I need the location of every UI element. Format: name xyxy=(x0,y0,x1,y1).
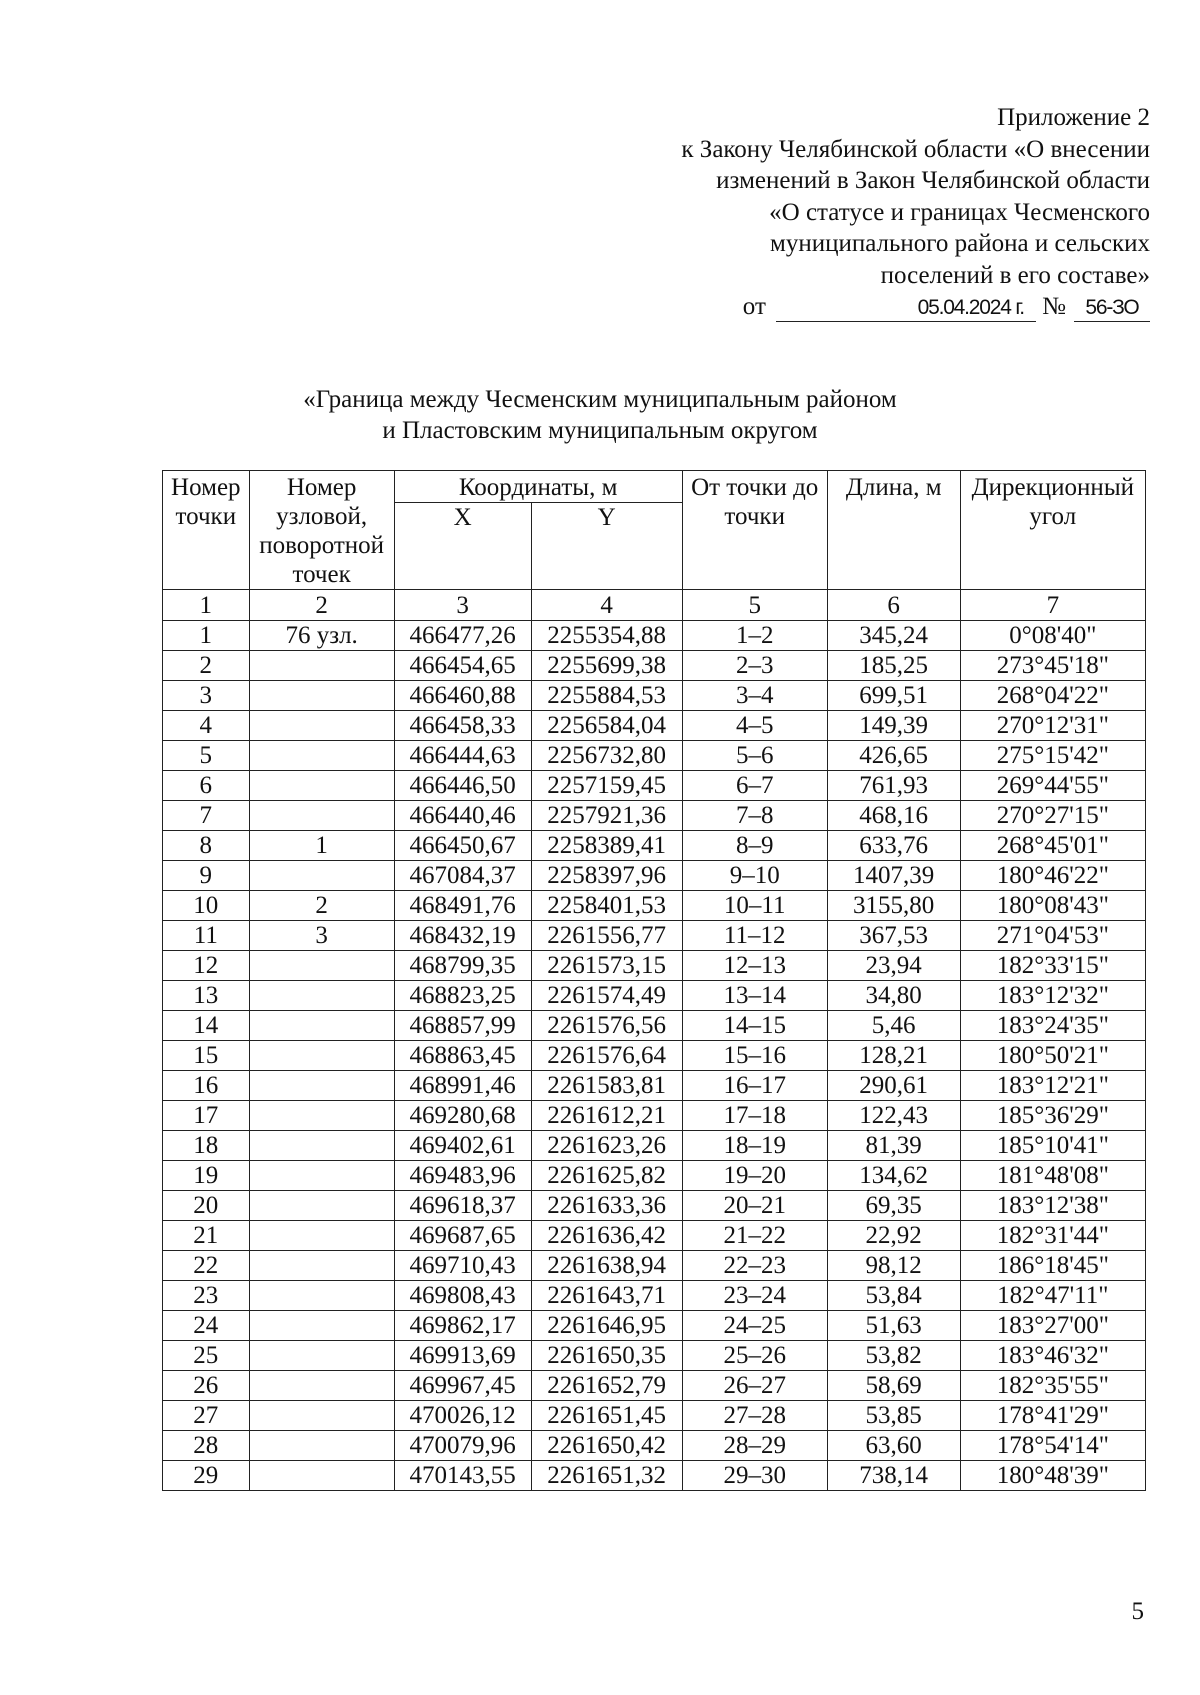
table-row xyxy=(163,1371,1146,1401)
cell-node-number xyxy=(249,711,394,741)
cell-length: 69,35 xyxy=(827,1191,960,1221)
cell-x: 469808,43 xyxy=(394,1281,531,1311)
cell-direction-angle: 183°24'35" xyxy=(960,1011,1145,1041)
cell-y: 2261583,81 xyxy=(531,1071,682,1101)
header-coordinates: Координаты, м xyxy=(394,471,682,503)
cell-point-number: 4 xyxy=(163,711,250,741)
cell-direction-angle: 0°08'40" xyxy=(960,621,1145,651)
cell-node-number xyxy=(249,1371,394,1401)
cell-y: 2258401,53 xyxy=(531,891,682,921)
cell-node-number xyxy=(249,861,394,891)
cell-y: 2255884,53 xyxy=(531,681,682,711)
table-body xyxy=(163,621,1146,1491)
column-number: 3 xyxy=(394,590,531,621)
cell-direction-angle: 268°04'22" xyxy=(960,681,1145,711)
table-row xyxy=(163,981,1146,1011)
cell-length: 51,63 xyxy=(827,1311,960,1341)
cell-direction-angle: 183°27'00" xyxy=(960,1311,1145,1341)
cell-point-number: 22 xyxy=(163,1251,250,1281)
cell-direction-angle: 183°12'21" xyxy=(960,1071,1145,1101)
cell-direction-angle: 178°54'14" xyxy=(960,1431,1145,1461)
cell-direction-angle: 271°04'53" xyxy=(960,921,1145,951)
cell-y: 2257921,36 xyxy=(531,801,682,831)
cell-x: 470143,55 xyxy=(394,1461,531,1491)
cell-from-to: 12–13 xyxy=(682,951,827,981)
cell-x: 466450,67 xyxy=(394,831,531,861)
cell-length: 345,24 xyxy=(827,621,960,651)
cell-direction-angle: 181°48'08" xyxy=(960,1161,1145,1191)
cell-x: 466446,50 xyxy=(394,771,531,801)
cell-from-to: 25–26 xyxy=(682,1341,827,1371)
cell-from-to: 27–28 xyxy=(682,1401,827,1431)
cell-node-number xyxy=(249,981,394,1011)
cell-y: 2258397,96 xyxy=(531,861,682,891)
appendix-law-line-4: муниципального района и сельских xyxy=(770,230,1150,257)
cell-direction-angle: 182°47'11" xyxy=(960,1281,1145,1311)
cell-from-to: 16–17 xyxy=(682,1071,827,1101)
cell-y: 2261574,49 xyxy=(531,981,682,1011)
cell-node-number xyxy=(249,1011,394,1041)
heading-line-1: «Граница между Чесменским муниципальным районом xyxy=(303,386,897,413)
cell-point-number: 13 xyxy=(163,981,250,1011)
appendix-law-line-1: к Закону Челябинской области «О внесении xyxy=(681,135,1150,163)
table-row xyxy=(163,1341,1146,1371)
cell-y: 2261556,77 xyxy=(531,921,682,951)
cell-y: 2261638,94 xyxy=(531,1251,682,1281)
number-label: № xyxy=(1042,293,1066,320)
cell-length: 738,14 xyxy=(827,1461,960,1491)
column-number: 4 xyxy=(531,590,682,621)
cell-node-number xyxy=(249,1101,394,1131)
header-from-to: От точки до точки xyxy=(682,471,827,590)
cell-length: 761,93 xyxy=(827,771,960,801)
cell-from-to: 3–4 xyxy=(682,681,827,711)
cell-length: 81,39 xyxy=(827,1131,960,1161)
cell-x: 466460,88 xyxy=(394,681,531,711)
cell-x: 466477,26 xyxy=(394,621,531,651)
cell-y: 2261625,82 xyxy=(531,1161,682,1191)
cell-x: 469280,68 xyxy=(394,1101,531,1131)
cell-from-to: 24–25 xyxy=(682,1311,827,1341)
cell-length: 58,69 xyxy=(827,1371,960,1401)
cell-node-number xyxy=(249,1431,394,1461)
from-label: от xyxy=(742,293,766,320)
cell-point-number: 25 xyxy=(163,1341,250,1371)
table-row xyxy=(163,951,1146,981)
cell-x: 467084,37 xyxy=(394,861,531,891)
cell-y: 2261576,56 xyxy=(531,1011,682,1041)
law-date-number-line xyxy=(590,291,1150,323)
cell-length: 53,84 xyxy=(827,1281,960,1311)
cell-point-number: 7 xyxy=(163,801,250,831)
table-row xyxy=(163,621,1146,651)
cell-point-number: 26 xyxy=(163,1371,250,1401)
cell-node-number xyxy=(249,1281,394,1311)
table-row xyxy=(163,1191,1146,1221)
cell-x: 469687,65 xyxy=(394,1221,531,1251)
cell-direction-angle: 270°27'15" xyxy=(960,801,1145,831)
table-row xyxy=(163,1011,1146,1041)
cell-from-to: 21–22 xyxy=(682,1221,827,1251)
cell-point-number: 8 xyxy=(163,831,250,861)
column-number-row xyxy=(163,590,1146,621)
cell-length: 367,53 xyxy=(827,921,960,951)
cell-from-to: 9–10 xyxy=(682,861,827,891)
cell-y: 2257159,45 xyxy=(531,771,682,801)
cell-y: 2261636,42 xyxy=(531,1221,682,1251)
cell-from-to: 23–24 xyxy=(682,1281,827,1311)
cell-y: 2261576,64 xyxy=(531,1041,682,1071)
cell-x: 468491,76 xyxy=(394,891,531,921)
cell-length: 34,80 xyxy=(827,981,960,1011)
cell-point-number: 19 xyxy=(163,1161,250,1191)
cell-direction-angle: 182°35'55" xyxy=(960,1371,1145,1401)
page-number: 5 xyxy=(1131,1598,1144,1625)
table-row xyxy=(163,921,1146,951)
table-row xyxy=(163,651,1146,681)
cell-y: 2255354,88 xyxy=(531,621,682,651)
cell-length: 98,12 xyxy=(827,1251,960,1281)
cell-from-to: 4–5 xyxy=(682,711,827,741)
appendix-law-line-5: поселений в его составе» xyxy=(880,261,1150,289)
cell-node-number xyxy=(249,1341,394,1371)
cell-x: 470026,12 xyxy=(394,1401,531,1431)
table-row xyxy=(163,1161,1146,1191)
cell-direction-angle: 186°18'45" xyxy=(960,1251,1145,1281)
header-node-number: Номер узловой, поворотной точек xyxy=(249,471,394,590)
cell-direction-angle: 180°46'22" xyxy=(960,861,1145,891)
cell-direction-angle: 178°41'29" xyxy=(960,1401,1145,1431)
cell-length: 426,65 xyxy=(827,741,960,771)
column-number: 5 xyxy=(682,590,827,621)
cell-x: 466454,65 xyxy=(394,651,531,681)
cell-length: 3155,80 xyxy=(827,891,960,921)
cell-x: 469402,61 xyxy=(394,1131,531,1161)
table-row xyxy=(163,1101,1146,1131)
cell-length: 63,60 xyxy=(827,1431,960,1461)
cell-length: 128,21 xyxy=(827,1041,960,1071)
cell-from-to: 11–12 xyxy=(682,921,827,951)
cell-y: 2255699,38 xyxy=(531,651,682,681)
cell-from-to: 14–15 xyxy=(682,1011,827,1041)
cell-node-number xyxy=(249,1071,394,1101)
cell-length: 1407,39 xyxy=(827,861,960,891)
cell-point-number: 5 xyxy=(163,741,250,771)
cell-point-number: 14 xyxy=(163,1011,250,1041)
table-row xyxy=(163,801,1146,831)
table-row xyxy=(163,1311,1146,1341)
cell-point-number: 17 xyxy=(163,1101,250,1131)
cell-node-number xyxy=(249,771,394,801)
cell-length: 53,82 xyxy=(827,1341,960,1371)
cell-point-number: 1 xyxy=(163,621,250,651)
table-row xyxy=(163,771,1146,801)
heading-line-2: и Пластовским муниципальным округом xyxy=(382,417,818,444)
cell-node-number xyxy=(249,1161,394,1191)
cell-node-number xyxy=(249,1041,394,1071)
cell-y: 2261650,35 xyxy=(531,1341,682,1371)
cell-node-number xyxy=(249,681,394,711)
table-row xyxy=(163,1251,1146,1281)
table-row xyxy=(163,1071,1146,1101)
law-number: 56-ЗО xyxy=(1074,295,1150,322)
cell-x: 468432,19 xyxy=(394,921,531,951)
cell-length: 290,61 xyxy=(827,1071,960,1101)
cell-from-to: 26–27 xyxy=(682,1371,827,1401)
cell-y: 2261623,26 xyxy=(531,1131,682,1161)
cell-point-number: 29 xyxy=(163,1461,250,1491)
header-length: Длина, м xyxy=(827,471,960,590)
table-row xyxy=(163,891,1146,921)
header-y: Y xyxy=(531,503,682,590)
cell-node-number xyxy=(249,1221,394,1251)
cell-from-to: 5–6 xyxy=(682,741,827,771)
appendix-law-line-3: «О статусе и границах Чесменского xyxy=(769,198,1150,226)
cell-direction-angle: 182°33'15" xyxy=(960,951,1145,981)
table-row xyxy=(163,1281,1146,1311)
appendix-law-line-2: изменений в Закон Челябинской области xyxy=(716,167,1150,194)
cell-length: 23,94 xyxy=(827,951,960,981)
cell-node-number: 76 узл. xyxy=(249,621,394,651)
cell-node-number xyxy=(249,1131,394,1161)
cell-direction-angle: 180°48'39" xyxy=(960,1461,1145,1491)
cell-node-number xyxy=(249,1191,394,1221)
cell-point-number: 3 xyxy=(163,681,250,711)
cell-y: 2261573,15 xyxy=(531,951,682,981)
cell-node-number xyxy=(249,1311,394,1341)
cell-x: 469862,17 xyxy=(394,1311,531,1341)
cell-length: 699,51 xyxy=(827,681,960,711)
cell-from-to: 6–7 xyxy=(682,771,827,801)
cell-y: 2256732,80 xyxy=(531,741,682,771)
cell-from-to: 17–18 xyxy=(682,1101,827,1131)
cell-length: 185,25 xyxy=(827,651,960,681)
header-x: X xyxy=(394,503,531,590)
appendix-title: Приложение 2 xyxy=(997,104,1150,131)
cell-x: 466458,33 xyxy=(394,711,531,741)
cell-direction-angle: 183°12'38" xyxy=(960,1191,1145,1221)
cell-direction-angle: 185°36'29" xyxy=(960,1101,1145,1131)
appendix-header xyxy=(590,102,1150,323)
cell-x: 469483,96 xyxy=(394,1161,531,1191)
cell-direction-angle: 185°10'41" xyxy=(960,1131,1145,1161)
cell-y: 2261650,42 xyxy=(531,1431,682,1461)
document-heading xyxy=(200,384,1000,446)
header-direction-angle: Дирекционный угол xyxy=(960,471,1145,590)
cell-x: 468863,45 xyxy=(394,1041,531,1071)
column-number: 2 xyxy=(249,590,394,621)
cell-node-number xyxy=(249,651,394,681)
cell-direction-angle: 180°08'43" xyxy=(960,891,1145,921)
header-point-number: Номер точки xyxy=(163,471,250,590)
cell-y: 2261652,79 xyxy=(531,1371,682,1401)
cell-point-number: 28 xyxy=(163,1431,250,1461)
cell-node-number: 3 xyxy=(249,921,394,951)
cell-length: 5,46 xyxy=(827,1011,960,1041)
cell-from-to: 29–30 xyxy=(682,1461,827,1491)
column-number: 1 xyxy=(163,590,250,621)
cell-node-number: 2 xyxy=(249,891,394,921)
cell-x: 469967,45 xyxy=(394,1371,531,1401)
cell-x: 468823,25 xyxy=(394,981,531,1011)
cell-point-number: 16 xyxy=(163,1071,250,1101)
cell-length: 53,85 xyxy=(827,1401,960,1431)
cell-direction-angle: 180°50'21" xyxy=(960,1041,1145,1071)
table-row xyxy=(163,1221,1146,1251)
cell-y: 2261633,36 xyxy=(531,1191,682,1221)
table-row xyxy=(163,741,1146,771)
cell-point-number: 12 xyxy=(163,951,250,981)
cell-point-number: 23 xyxy=(163,1281,250,1311)
cell-length: 22,92 xyxy=(827,1221,960,1251)
cell-direction-angle: 270°12'31" xyxy=(960,711,1145,741)
cell-x: 469618,37 xyxy=(394,1191,531,1221)
cell-y: 2256584,04 xyxy=(531,711,682,741)
cell-x: 468857,99 xyxy=(394,1011,531,1041)
cell-node-number: 1 xyxy=(249,831,394,861)
cell-x: 469913,69 xyxy=(394,1341,531,1371)
cell-from-to: 22–23 xyxy=(682,1251,827,1281)
table-row xyxy=(163,1431,1146,1461)
cell-from-to: 18–19 xyxy=(682,1131,827,1161)
table-row xyxy=(163,681,1146,711)
cell-x: 466440,46 xyxy=(394,801,531,831)
table-row xyxy=(163,1131,1146,1161)
cell-direction-angle: 183°12'32" xyxy=(960,981,1145,1011)
cell-point-number: 24 xyxy=(163,1311,250,1341)
cell-point-number: 20 xyxy=(163,1191,250,1221)
cell-point-number: 9 xyxy=(163,861,250,891)
cell-length: 134,62 xyxy=(827,1161,960,1191)
cell-y: 2261651,45 xyxy=(531,1401,682,1431)
cell-node-number xyxy=(249,801,394,831)
cell-node-number xyxy=(249,951,394,981)
column-number: 6 xyxy=(827,590,960,621)
table-row xyxy=(163,1041,1146,1071)
cell-from-to: 15–16 xyxy=(682,1041,827,1071)
table-row xyxy=(163,711,1146,741)
cell-x: 468799,35 xyxy=(394,951,531,981)
cell-point-number: 27 xyxy=(163,1401,250,1431)
cell-y: 2258389,41 xyxy=(531,831,682,861)
cell-from-to: 8–9 xyxy=(682,831,827,861)
cell-from-to: 7–8 xyxy=(682,801,827,831)
cell-point-number: 6 xyxy=(163,771,250,801)
cell-from-to: 2–3 xyxy=(682,651,827,681)
cell-from-to: 28–29 xyxy=(682,1431,827,1461)
cell-x: 468991,46 xyxy=(394,1071,531,1101)
table-row xyxy=(163,1401,1146,1431)
cell-node-number xyxy=(249,1461,394,1491)
table-row xyxy=(163,1461,1146,1491)
cell-point-number: 11 xyxy=(163,921,250,951)
table-row xyxy=(163,861,1146,891)
cell-x: 470079,96 xyxy=(394,1431,531,1461)
cell-node-number xyxy=(249,1401,394,1431)
cell-y: 2261646,95 xyxy=(531,1311,682,1341)
cell-length: 122,43 xyxy=(827,1101,960,1131)
cell-from-to: 10–11 xyxy=(682,891,827,921)
cell-direction-angle: 182°31'44" xyxy=(960,1221,1145,1251)
cell-node-number xyxy=(249,741,394,771)
cell-y: 2261643,71 xyxy=(531,1281,682,1311)
cell-point-number: 18 xyxy=(163,1131,250,1161)
cell-from-to: 1–2 xyxy=(682,621,827,651)
cell-point-number: 10 xyxy=(163,891,250,921)
cell-direction-angle: 273°45'18" xyxy=(960,651,1145,681)
cell-point-number: 15 xyxy=(163,1041,250,1071)
cell-length: 633,76 xyxy=(827,831,960,861)
cell-point-number: 21 xyxy=(163,1221,250,1251)
cell-from-to: 13–14 xyxy=(682,981,827,1011)
cell-direction-angle: 269°44'55" xyxy=(960,771,1145,801)
law-date: 05.04.2024 г. xyxy=(776,295,1036,322)
cell-x: 469710,43 xyxy=(394,1251,531,1281)
boundary-coordinates-table xyxy=(162,470,1146,1491)
cell-y: 2261612,21 xyxy=(531,1101,682,1131)
cell-from-to: 19–20 xyxy=(682,1161,827,1191)
cell-from-to: 20–21 xyxy=(682,1191,827,1221)
table-row xyxy=(163,831,1146,861)
cell-node-number xyxy=(249,1251,394,1281)
cell-x: 466444,63 xyxy=(394,741,531,771)
cell-direction-angle: 183°46'32" xyxy=(960,1341,1145,1371)
cell-point-number: 2 xyxy=(163,651,250,681)
cell-length: 149,39 xyxy=(827,711,960,741)
column-number: 7 xyxy=(960,590,1145,621)
cell-length: 468,16 xyxy=(827,801,960,831)
cell-direction-angle: 268°45'01" xyxy=(960,831,1145,861)
cell-direction-angle: 275°15'42" xyxy=(960,741,1145,771)
cell-y: 2261651,32 xyxy=(531,1461,682,1491)
